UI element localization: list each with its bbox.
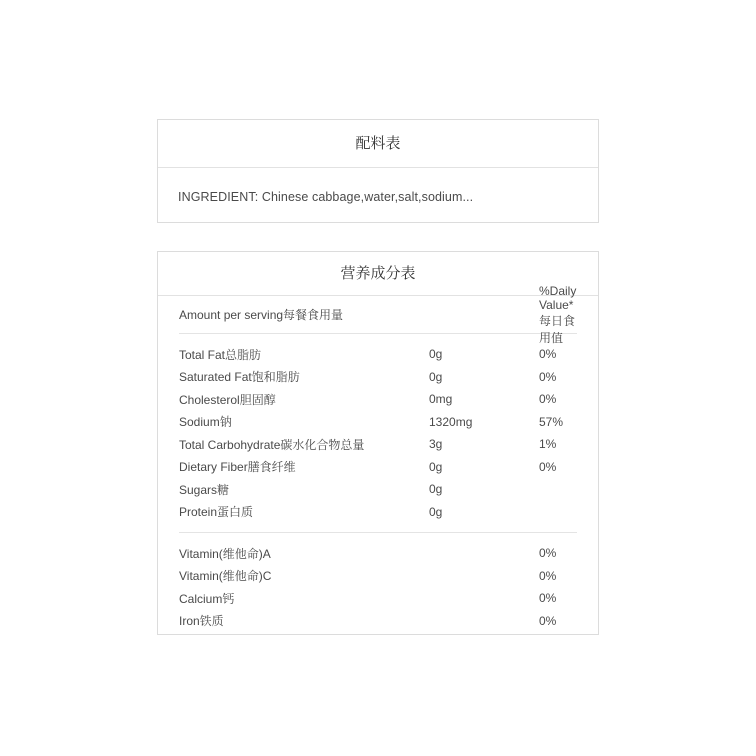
- column-header-daily-value: %Daily Value*每日食用值: [539, 283, 577, 345]
- ingredient-text: INGREDIENT: Chinese cabbage,water,salt,sodium...: [178, 190, 474, 204]
- table-row: [179, 411, 577, 434]
- nutrient-daily-value: 0%: [539, 613, 557, 628]
- nutrient-name: Sugars糖: [179, 482, 230, 497]
- nutrient-name: Sodium钠: [179, 415, 232, 430]
- nutrient-amount: 0g: [429, 347, 443, 362]
- nutrient-name: Vitamin(维他命)C: [179, 569, 272, 584]
- nutrient-name: Calcium钙: [179, 591, 235, 606]
- ingredient-card-title: 配料表: [158, 120, 598, 168]
- nutrient-amount: 0g: [429, 482, 443, 497]
- table-row: [179, 456, 577, 479]
- ingredient-card: [157, 119, 599, 223]
- nutrient-daily-value: 0%: [539, 591, 557, 606]
- table-row: [179, 565, 577, 588]
- nutrient-daily-value: 0%: [539, 369, 557, 384]
- nutrient-name: Total Fat总脂肪: [179, 347, 262, 362]
- nutrient-name: Vitamin(维他命)A: [179, 546, 271, 561]
- nutrient-name: Total Carbohydrate碳水化合物总量: [179, 437, 365, 452]
- table-row: [179, 388, 577, 411]
- column-header-amount: Amount per serving每餐食用量: [179, 308, 344, 322]
- nutrient-daily-value: 0%: [539, 546, 557, 561]
- nutrient-amount: 0g: [429, 504, 443, 519]
- nutrient-daily-value: 57%: [539, 414, 564, 429]
- nutrient-name: Saturated Fat饱和脂肪: [179, 370, 300, 385]
- nutrient-amount: 1320mg: [429, 414, 473, 429]
- table-row: [179, 542, 577, 565]
- nutrient-name: Cholesterol胆固醇: [179, 392, 276, 407]
- nutrient-amount: 0g: [429, 459, 443, 474]
- nutrition-table-header: [179, 283, 577, 345]
- table-row: [179, 587, 577, 610]
- nutrient-name: Iron铁质: [179, 614, 224, 629]
- nutrient-daily-value: 0%: [539, 392, 557, 407]
- nutrient-name: Dietary Fiber膳食纤维: [179, 460, 296, 475]
- nutrient-amount: 0g: [429, 369, 443, 384]
- table-row: [179, 366, 577, 389]
- nutrient-name: Protein蛋白质: [179, 505, 254, 520]
- table-row: [179, 343, 577, 366]
- nutrition-table: [158, 283, 598, 641]
- nutrition-card-title: 营养成分表: [158, 252, 598, 296]
- nutrient-daily-value: 0%: [539, 347, 557, 362]
- nutrient-amount: 0mg: [429, 392, 453, 407]
- nutrient-daily-value: 0%: [539, 568, 557, 583]
- nutrient-daily-value: 0%: [539, 459, 557, 474]
- nutrition-facts-card: [157, 251, 599, 635]
- table-row: [179, 610, 577, 633]
- table-row: [179, 478, 577, 501]
- nutrient-amount: 3g: [429, 437, 443, 452]
- nutrition-vitamin-group: [179, 533, 577, 641]
- nutrient-daily-value: 1%: [539, 437, 557, 452]
- table-row: [179, 501, 577, 524]
- table-row: [179, 433, 577, 456]
- nutrition-main-group: [179, 334, 577, 532]
